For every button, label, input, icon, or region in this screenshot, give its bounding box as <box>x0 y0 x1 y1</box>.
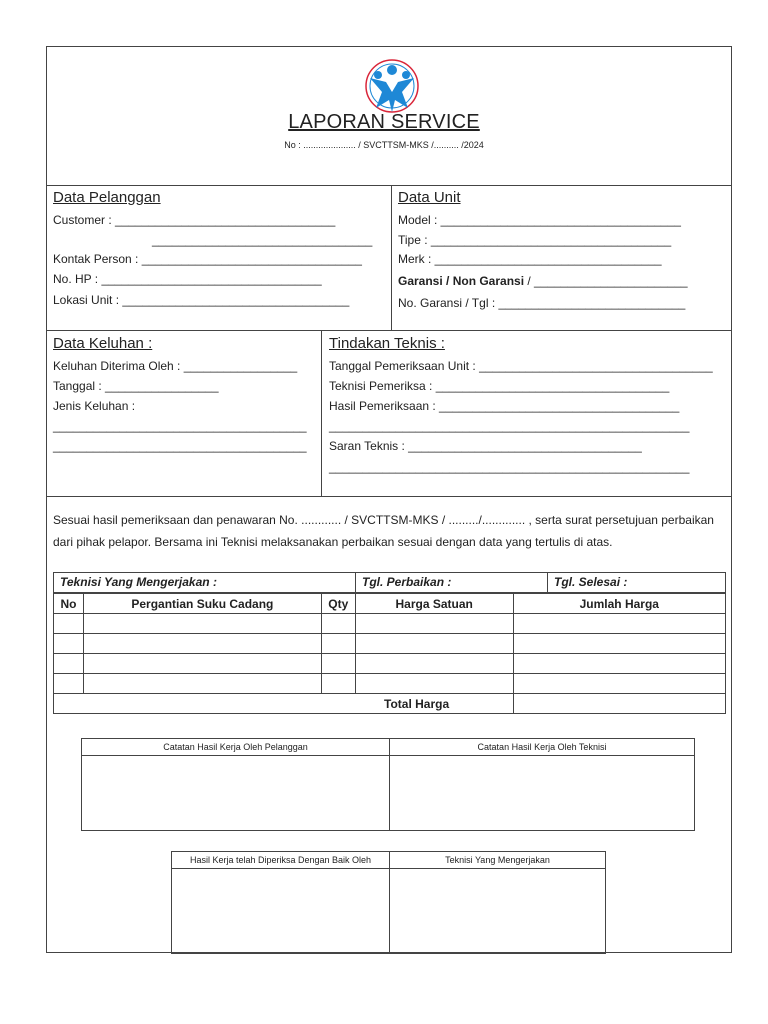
keluhan-line[interactable]: ______________________________________ <box>53 419 307 433</box>
saran-teknis-field[interactable]: Saran Teknis : ___________________________________ <box>329 439 642 453</box>
diperiksa-oleh-box[interactable] <box>171 851 390 954</box>
column-header-jumlah-harga: Jumlah Harga <box>513 594 725 614</box>
garansi-line: / _______________________ <box>524 274 688 288</box>
tanggal-pemeriksaan-field[interactable]: Tanggal Pemeriksaan Unit : ___________________________________ <box>329 359 713 373</box>
table-row <box>54 654 726 674</box>
table-cell[interactable] <box>355 614 513 634</box>
table-cell[interactable] <box>513 614 725 634</box>
table-header-row <box>54 594 726 614</box>
divider <box>46 496 732 497</box>
table-row <box>54 634 726 654</box>
keluhan-diterima-field[interactable]: Keluhan Diterima Oleh : _________________ <box>53 359 298 373</box>
company-logo <box>362 58 422 116</box>
column-header-suku-cadang: Pergantian Suku Cadang <box>83 594 321 614</box>
table-cell[interactable] <box>321 634 355 654</box>
total-value-cell[interactable] <box>513 694 725 714</box>
table-cell[interactable] <box>83 674 321 694</box>
divider <box>391 185 392 330</box>
table-cell[interactable] <box>513 654 725 674</box>
lokasi-unit-field[interactable]: Lokasi Unit : __________________________________ <box>53 293 350 307</box>
table-row <box>54 674 726 694</box>
table-cell[interactable] <box>54 654 84 674</box>
document-number: No : ..................... / SVCTTSM-MKS /.......... /2024 <box>284 140 484 150</box>
table-cell[interactable] <box>54 634 84 654</box>
teknisi-label: Teknisi Yang Mengerjakan : <box>60 575 217 589</box>
keluhan-line[interactable]: ______________________________________ <box>53 439 307 453</box>
jenis-keluhan-field[interactable]: Jenis Keluhan : <box>53 399 136 413</box>
table-cell[interactable] <box>83 614 321 634</box>
garansi-label: Garansi / Non Garansi <box>398 274 525 288</box>
diperiksa-oleh-label: Hasil Kerja telah Diperiksa Dengan Baik Oleh <box>189 855 372 865</box>
divider <box>172 868 389 869</box>
no-hp-field[interactable]: No. HP : _________________________________ <box>53 272 322 286</box>
divider <box>390 755 694 756</box>
column-header-qty: Qty <box>321 594 355 614</box>
catatan-pelanggan-label: Catatan Hasil Kerja Oleh Pelanggan <box>163 742 308 752</box>
catatan-teknisi-box[interactable] <box>389 738 695 831</box>
statement-paragraph <box>53 509 733 553</box>
statement-line: dari pihak pelapor. Bersama ini Teknisi melaksanakan perbaikan sesuai dengan data yang tertulis di atas. <box>53 535 613 549</box>
divider <box>390 868 605 869</box>
divider <box>547 573 548 592</box>
table-cell[interactable] <box>355 654 513 674</box>
statement-line: Sesuai hasil pemeriksaan dan penawaran No. ............ / SVCTTSM-MKS / ........./............. , serta surat persetujuan perbaikan <box>53 513 714 527</box>
table-cell[interactable] <box>54 674 84 694</box>
table-cell[interactable] <box>321 654 355 674</box>
divider <box>355 573 356 592</box>
divider <box>46 185 732 186</box>
divider <box>46 330 732 331</box>
merk-field[interactable]: Merk : __________________________________ <box>398 252 662 266</box>
tgl-selesai-label: Tgl. Selesai : <box>554 575 628 589</box>
work-info-bar <box>53 572 726 593</box>
table-cell[interactable] <box>54 614 84 634</box>
tipe-field[interactable]: Tipe : ____________________________________ <box>398 233 672 247</box>
total-label <box>54 694 514 714</box>
column-header-harga-satuan: Harga Satuan <box>355 594 513 614</box>
divider <box>82 755 389 756</box>
teknisi-pemeriksa-field[interactable]: Teknisi Pemeriksa : ___________________________________ <box>329 379 670 393</box>
parts-table <box>53 593 726 714</box>
customer-field-continued[interactable]: _________________________________ <box>152 233 373 247</box>
section-heading-tindakan-teknis: Tindakan Teknis : <box>329 335 445 352</box>
no-garansi-field[interactable]: No. Garansi / Tgl : ____________________________ <box>398 296 686 310</box>
table-cell[interactable] <box>321 614 355 634</box>
customer-field[interactable]: Customer : _________________________________ <box>53 213 336 227</box>
column-header-no: No <box>54 594 84 614</box>
tanggal-field[interactable]: Tanggal : _________________ <box>53 379 219 393</box>
saran-line[interactable]: ______________________________________________________ <box>329 460 690 474</box>
table-cell[interactable] <box>355 634 513 654</box>
teknisi-mengerjakan-label: Teknisi Yang Mengerjakan <box>445 855 550 865</box>
pemeriksaan-line[interactable]: ______________________________________________________ <box>329 419 690 433</box>
table-row <box>54 614 726 634</box>
table-cell[interactable] <box>355 674 513 694</box>
teknisi-mengerjakan-box[interactable] <box>389 851 606 954</box>
table-cell[interactable] <box>83 654 321 674</box>
total-row <box>54 694 726 714</box>
table-cell[interactable] <box>513 634 725 654</box>
garansi-field[interactable] <box>398 274 688 288</box>
page-title: LAPORAN SERVICE <box>288 111 480 133</box>
divider <box>321 330 322 496</box>
section-heading-data-unit: Data Unit <box>398 189 461 206</box>
table-cell[interactable] <box>321 674 355 694</box>
catatan-pelanggan-box[interactable] <box>81 738 390 831</box>
total-label-text: Total Harga <box>384 696 450 711</box>
catatan-teknisi-label: Catatan Hasil Kerja Oleh Teknisi <box>477 742 607 752</box>
kontak-person-field[interactable]: Kontak Person : _________________________________ <box>53 252 362 266</box>
section-heading-data-pelanggan: Data Pelanggan <box>53 189 161 206</box>
tgl-perbaikan-label: Tgl. Perbaikan : <box>362 575 452 589</box>
hasil-pemeriksaan-field[interactable]: Hasil Pemeriksaan : ____________________________________ <box>329 399 680 413</box>
model-field[interactable]: Model : ____________________________________ <box>398 213 681 227</box>
table-cell[interactable] <box>513 674 725 694</box>
section-heading-data-keluhan: Data Keluhan : <box>53 335 153 352</box>
table-cell[interactable] <box>83 634 321 654</box>
